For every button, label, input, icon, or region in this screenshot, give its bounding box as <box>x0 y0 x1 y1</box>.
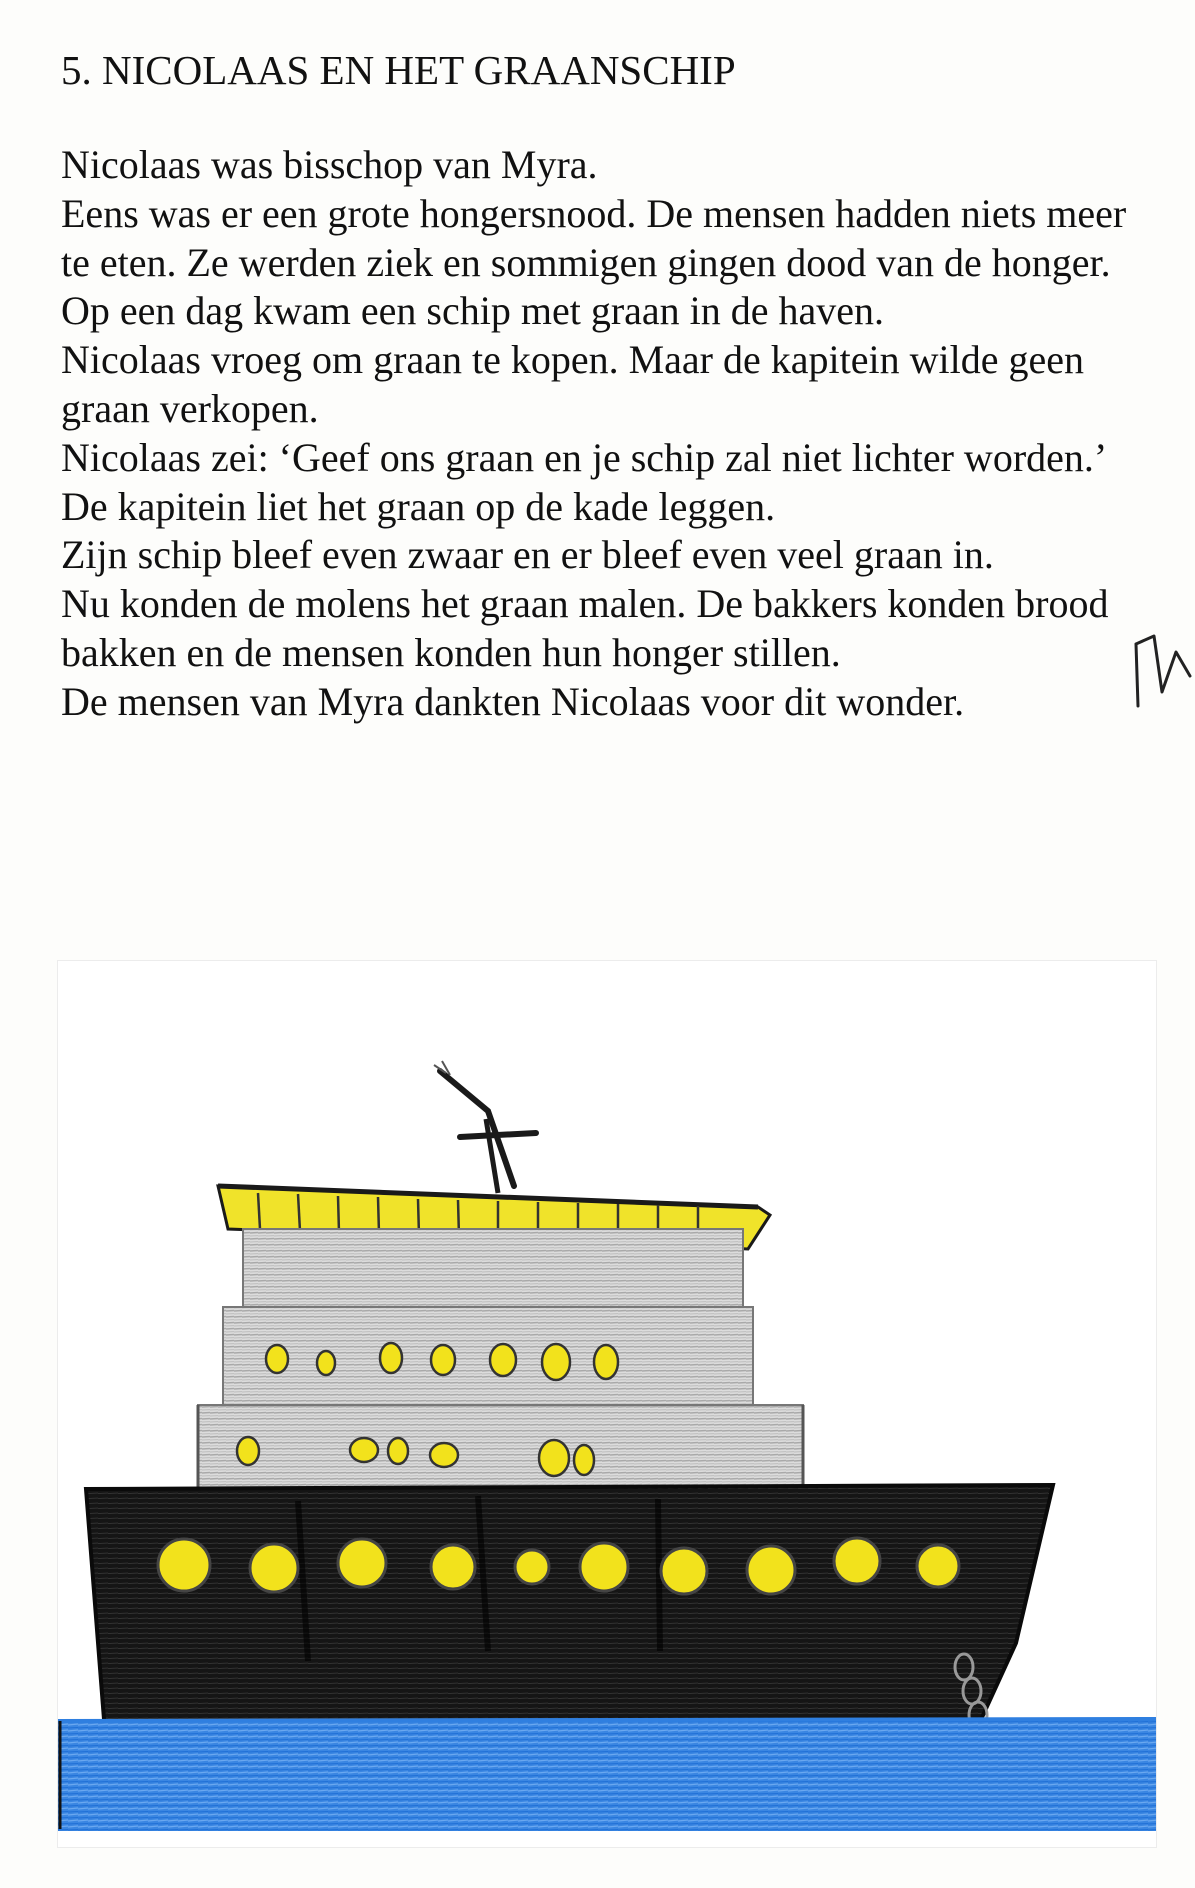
pencil-mark-icon <box>1132 632 1192 712</box>
story-paragraph: De mensen van Myra dankten Nicolaas voor dit wonder. <box>61 678 965 724</box>
story-paragraph: Nicolaas was bisschop van Myra. <box>61 142 598 187</box>
story-text <box>61 141 1141 727</box>
story-paragraph: Op een dag kwam een schip met graan in de haven. <box>61 288 885 334</box>
story-paragraph: Nicolaas zei: ‘Geef ons graan en je schip zal niet lichter worden.’ <box>61 434 1108 480</box>
story-paragraph: Nicolaas vroeg om graan te kopen. Maar de kapitein wilde geen graan verkopen. <box>61 337 1084 431</box>
sea-water <box>58 1719 1156 1831</box>
story-paragraph: Nu konden de molens het graan malen. De bakkers konden brood bakken en de mensen konden hun honger stillen. <box>61 581 1109 675</box>
page-title: 5. NICOLAAS EN HET GRAANSCHIP <box>61 47 736 93</box>
mast <box>434 1061 536 1193</box>
ship-drawing <box>57 960 1157 1848</box>
ship-illustration <box>58 961 1156 1847</box>
story-paragraph: De kapitein liet het graan op de kade leggen. <box>61 483 776 529</box>
story-paragraph: Zijn schip bleef even zwaar en er bleef even veel graan in. <box>61 532 994 578</box>
story-paragraph: Eens was er een grote hongersnood. De mensen hadden niets meer te eten. Ze werden ziek en sommigen gingen dood van de honger. <box>61 190 1127 285</box>
